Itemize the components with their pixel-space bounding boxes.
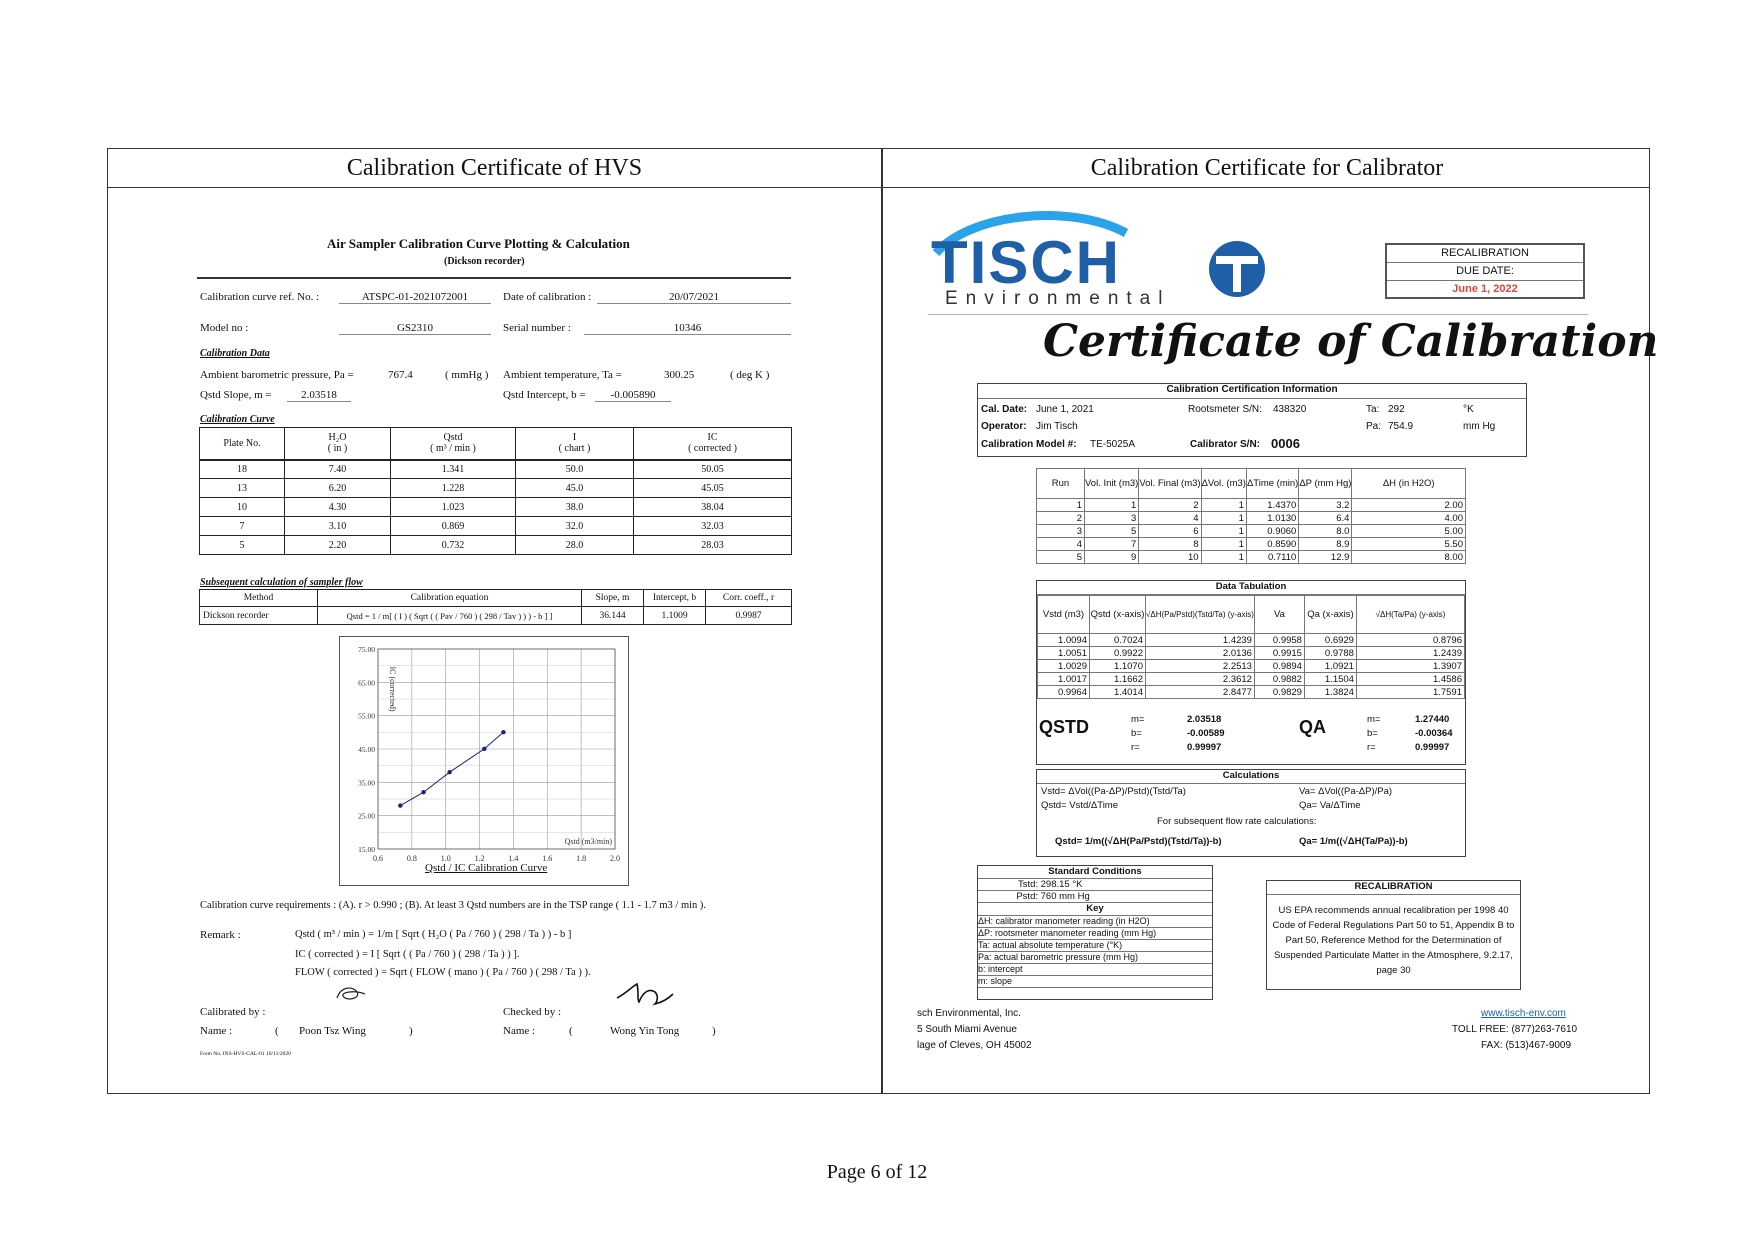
sth-equation: Calibration equation (318, 590, 582, 607)
chart-title: Qstd / IC Calibration Curve (425, 862, 548, 874)
curve-row (200, 498, 792, 517)
name-paren-close-1: ) (409, 1025, 413, 1037)
run-row-cell: 1 (1037, 499, 1085, 512)
run-row-cell: 1 (1201, 499, 1246, 512)
key-item: Ta: actual absolute temperature (°K) (978, 940, 1212, 952)
pstd-row (978, 891, 1212, 903)
operator-value: Jim Tisch (1036, 421, 1078, 432)
qa-label: QA (1299, 717, 1326, 737)
data-row-cell: 1.0051 (1038, 647, 1090, 660)
x-tick-label: 0.8 (406, 854, 417, 863)
run-row-cell: 7 (1085, 538, 1139, 551)
qa-m: 1.27440 (1415, 714, 1450, 725)
run-row-cell: 1 (1201, 512, 1246, 525)
qstd-flow-eq: Qstd= 1/m((√ΔH(Pa/Pstd)(Tstd/Ta))-b) (1055, 836, 1222, 847)
address-1: sch Environmental, Inc. (917, 1008, 1021, 1019)
run-row-cell: 10 (1139, 551, 1201, 564)
run-row-cell: 0.8590 (1246, 538, 1298, 551)
y-tick-label: 75.00 (358, 645, 375, 654)
remark-1: Qstd ( m³ / min ) = 1/m [ Sqrt ( H₂O ( Pa / 760 ) ( 298 / Ta ) ) - b ] (295, 929, 572, 940)
toll-free: TOLL FREE: (877)263-7610 (1452, 1024, 1578, 1035)
data-row-cell: 1.7591 (1356, 686, 1464, 699)
dth-y2: √ΔH(Ta/Pa) (y-axis) (1356, 596, 1464, 634)
subsequent-table (199, 589, 792, 625)
checker-signature (615, 980, 677, 1008)
recal-due-box (1385, 243, 1585, 299)
hvs-panel (107, 188, 880, 1094)
x-tick-label: 2.0 (610, 854, 620, 863)
series-line (400, 732, 503, 805)
ta-value-t: 292 (1388, 404, 1405, 415)
ta-label: Ambient temperature, Ta = (503, 369, 622, 381)
tisch-panel (881, 188, 1659, 1094)
cal-curve-heading: Calibration Curve (200, 414, 275, 425)
rootsmeter-value: 438320 (1273, 404, 1307, 415)
chart-svg (340, 637, 630, 887)
data-point (398, 803, 402, 807)
qstd-label: QSTD (1039, 717, 1090, 737)
dth-va: Va (1254, 596, 1304, 634)
qstd-b-label: b= (1131, 728, 1142, 739)
qstd-m-label: m= (1131, 714, 1145, 725)
th-ic: IC ( corrected ) (634, 428, 792, 460)
run-row-cell: 5.50 (1352, 538, 1466, 551)
data-row-cell: 1.0094 (1038, 634, 1090, 647)
key-heading: Key (978, 903, 1212, 916)
data-row (1038, 634, 1465, 647)
data-point (482, 747, 486, 751)
data-row-cell: 0.9915 (1254, 647, 1304, 660)
vstd-eq: Vstd= ΔVol((Pa-ΔP)/Pstd)(Tstd/Ta) (1041, 786, 1186, 797)
run-row-cell: 8.0 (1299, 525, 1352, 538)
data-row (1038, 647, 1465, 660)
curve-row-cell: 5 (200, 536, 285, 555)
data-row-cell: 0.9964 (1038, 686, 1090, 699)
recal-line1: RECALIBRATION (1387, 245, 1583, 263)
qstd-eq: Qstd= Vstd/ΔTime (1041, 800, 1119, 811)
recal-date: June 1, 2022 (1452, 283, 1518, 295)
tisch-logo: TISCH (931, 229, 1121, 296)
page-number: Page 6 of 12 (826, 1161, 928, 1183)
qa-b-label: b= (1367, 728, 1378, 739)
curve-row-cell: 6.20 (285, 479, 391, 498)
curve-row-cell: 1.341 (391, 460, 516, 479)
runs-table (1036, 468, 1466, 564)
slope-label: Qstd Slope, m = (200, 389, 272, 401)
fax: FAX: (513)467-9009 (1481, 1040, 1572, 1051)
run-row-cell: 6 (1139, 525, 1201, 538)
tstd-row (978, 879, 1212, 891)
run-row-cell: 2 (1139, 499, 1201, 512)
tstd-label: Tstd: (1017, 879, 1038, 890)
pa-value-t: 754.9 (1388, 421, 1414, 432)
cal-info-box (977, 383, 1527, 457)
sth-method: Method (200, 590, 318, 607)
data-row-cell: 2.0136 (1146, 647, 1255, 660)
data-tab-heading: Data Tabulation (1037, 581, 1465, 595)
data-row-cell: 0.9882 (1254, 673, 1304, 686)
sth-slope: Slope, m (582, 590, 644, 607)
x-tick-label: 1.0 (440, 854, 451, 863)
curve-row-cell: 38.04 (634, 498, 792, 517)
curve-row-cell: 28.03 (634, 536, 792, 555)
data-row (1038, 686, 1465, 699)
x-tick-label: 1.4 (508, 854, 519, 863)
qstd-m: 2.03518 (1187, 714, 1222, 725)
cal-date-label: Cal. Date: (981, 404, 1028, 415)
y-tick-label: 55.00 (358, 711, 375, 721)
calculations-box (1036, 769, 1466, 857)
subseq-method: Dickson recorder (200, 607, 318, 625)
dth-qstd: Qstd (x-axis) (1090, 596, 1146, 634)
recal-heading: RECALIBRATION (1267, 881, 1520, 895)
data-row-cell: 0.9829 (1254, 686, 1304, 699)
subseq-corr: 0.9987 (706, 607, 792, 625)
x-tick-label: 0.6 (373, 854, 383, 863)
dth-qa: Qa (x-axis) (1304, 596, 1356, 634)
subseq-intercept: 1.1009 (644, 607, 706, 625)
ta-value: 300.25 (664, 369, 695, 381)
data-point (421, 790, 425, 794)
run-row (1037, 551, 1466, 564)
date-label: Date of calibration : (503, 291, 592, 303)
data-row-cell: 0.9922 (1090, 647, 1146, 660)
curve-row-cell: 2.20 (285, 536, 391, 555)
curve-row-cell: 50.0 (516, 460, 634, 479)
data-row-cell: 0.9958 (1254, 634, 1304, 647)
data-row-cell: 1.0017 (1038, 673, 1090, 686)
key-item: m: slope (978, 976, 1212, 988)
curve-row-cell: 50.05 (634, 460, 792, 479)
curve-row (200, 517, 792, 536)
curve-row-cell: 13 (200, 479, 285, 498)
run-row-cell: 12.9 (1299, 551, 1352, 564)
data-row-cell: 1.1070 (1090, 660, 1146, 673)
run-row-cell: 8 (1139, 538, 1201, 551)
y-tick-label: 15.00 (358, 845, 375, 854)
run-row-cell: 8.00 (1352, 551, 1466, 564)
rth-vol-init: Vol. Init (m3) (1085, 469, 1139, 499)
name-label-1: Name : (200, 1025, 233, 1037)
ta-label-t: Ta: (1366, 404, 1380, 415)
key-item: ΔH: calibrator manometer reading (in H2O) (978, 916, 1212, 928)
run-row-cell: 5 (1085, 525, 1139, 538)
th-plate: Plate No. (200, 428, 285, 460)
name-label-2: Name : (503, 1025, 536, 1037)
model-label: Model no : (200, 322, 249, 334)
curve-row-cell: 7 (200, 517, 285, 536)
curve-row-cell: 3.10 (285, 517, 391, 536)
rth-run: Run (1037, 469, 1085, 499)
curve-row-cell: 45.0 (516, 479, 634, 498)
address-2: 5 South Miami Avenue (917, 1024, 1017, 1035)
ref-label: Calibration curve ref. No. : (200, 291, 320, 303)
recalibration-box (1266, 880, 1521, 990)
curve-row-cell: 7.40 (285, 460, 391, 479)
qa-b: -0.00364 (1415, 728, 1453, 739)
website-link[interactable]: www.tisch-env.com (1481, 1008, 1566, 1019)
name-paren-open-2: ( (569, 1025, 573, 1037)
qstd-b: -0.00589 (1187, 728, 1225, 739)
run-row-cell: 4 (1139, 512, 1201, 525)
data-point (447, 770, 451, 774)
std-conditions-box (977, 865, 1213, 1000)
data-row-cell: 1.4014 (1090, 686, 1146, 699)
name-value-1: Poon Tsz Wing (299, 1025, 366, 1037)
data-row-cell: 1.0921 (1304, 660, 1356, 673)
run-row-cell: 1.4370 (1246, 499, 1298, 512)
y-axis-label: IC (corrected) (388, 666, 397, 712)
std-cond-heading: Standard Conditions (978, 866, 1212, 879)
y-tick-label: 65.00 (358, 678, 375, 688)
th-h2o: H₂O ( in ) (285, 428, 391, 460)
rth-dp: ΔP (mm Hg) (1299, 469, 1352, 499)
calibration-chart (339, 636, 629, 886)
slope-value: 2.03518 (287, 389, 351, 402)
curve-row-cell: 32.0 (516, 517, 634, 536)
logo-rule (928, 314, 1588, 315)
curve-row-cell: 1.228 (391, 479, 516, 498)
date-value: 20/07/2021 (597, 291, 791, 304)
operator-label: Operator: (981, 421, 1027, 432)
run-row-cell: 5 (1037, 551, 1085, 564)
run-row (1037, 538, 1466, 551)
rth-dh: ΔH (in H2O) (1352, 469, 1466, 499)
data-row-cell: 1.1662 (1090, 673, 1146, 686)
subseq-equation: Qstd = 1 / m[ ( I ) ( Sqrt ( ( Pav / 760 ) ( 298 / Tav ) ) ) - b ] ] (318, 607, 582, 625)
key-list (978, 916, 1212, 988)
qa-r: 0.99997 (1415, 742, 1450, 753)
hvs-title: Air Sampler Calibration Curve Plotting & Calculation (327, 236, 630, 251)
data-row-cell: 2.8477 (1146, 686, 1255, 699)
subseq-flow-heading: For subsequent flow rate calculations: (1157, 816, 1317, 827)
address-3: lage of Cleves, OH 45002 (917, 1040, 1032, 1051)
pa-value: 767.4 (388, 369, 413, 381)
pa-unit-t: mm Hg (1463, 421, 1496, 432)
sth-corr: Corr. coeff., r (706, 590, 792, 607)
data-tab-box (1036, 580, 1466, 765)
intercept-label: Qstd Intercept, b = (503, 389, 586, 401)
run-row-cell: 1 (1085, 499, 1139, 512)
name-value-2: Wong Yin Tong (610, 1025, 680, 1037)
curve-row-cell: 38.0 (516, 498, 634, 517)
model-label-t: Calibration Model #: (981, 439, 1077, 450)
serial-label: Serial number : (503, 322, 571, 334)
name-paren-close-2: ) (712, 1025, 716, 1037)
run-row-cell: 0.7110 (1246, 551, 1298, 564)
run-row-cell: 0.9060 (1246, 525, 1298, 538)
calibrator-signature (333, 984, 369, 1006)
data-row-cell: 1.1504 (1304, 673, 1356, 686)
run-row-cell: 1 (1201, 525, 1246, 538)
run-row-cell: 2.00 (1352, 499, 1466, 512)
key-item: b: intercept (978, 964, 1212, 976)
hvs-subtitle: (Dickson recorder) (444, 256, 525, 267)
qstd-r: 0.99997 (1187, 742, 1222, 753)
run-row (1037, 525, 1466, 538)
data-row-cell: 0.8796 (1356, 634, 1464, 647)
x-tick-label: 1.6 (542, 854, 553, 863)
pa-label: Ambient barometric pressure, Pa = (200, 369, 354, 381)
model-value: GS2310 (339, 322, 491, 335)
name-paren-open-1: ( (275, 1025, 279, 1037)
run-row-cell: 1.0130 (1246, 512, 1298, 525)
tstd-value: 298.15 °K (1040, 879, 1083, 890)
calibrated-by-label: Calibrated by : (200, 1006, 266, 1018)
y-tick-label: 45.00 (358, 745, 375, 754)
pa-unit: ( mmHg ) (445, 369, 489, 381)
data-row-cell: 0.7024 (1090, 634, 1146, 647)
curve-row (200, 460, 792, 479)
rootsmeter-label: Rootsmeter S/N: (1188, 404, 1262, 415)
right-title: Calibration Certificate for Calibrator (1090, 155, 1444, 181)
y-tick-label: 35.00 (358, 778, 375, 788)
requirements-text: Calibration curve requirements : (A). r > 0.990 ; (B). At least 3 Qstd numbers are in the TSP range ( 1.1 - 1.7 m3 / min ). (200, 900, 707, 911)
data-row-cell: 0.6929 (1304, 634, 1356, 647)
th-qstd: Qstd ( m³ / min ) (391, 428, 516, 460)
run-row-cell: 6.4 (1299, 512, 1352, 525)
checked-by-label: Checked by : (503, 1006, 562, 1018)
x-tick-label: 1.2 (474, 854, 485, 863)
qa-eq: Qa= Va/ΔTime (1299, 800, 1361, 811)
cal-sn-label: Calibrator S/N: (1190, 439, 1261, 450)
rth-dtime: ΔTime (min) (1246, 469, 1298, 499)
cal-date-value: June 1, 2021 (1036, 404, 1094, 415)
data-row-cell: 1.3824 (1304, 686, 1356, 699)
data-row-cell: 0.9788 (1304, 647, 1356, 660)
x-axis-label: Qstd (m3/min) (564, 837, 612, 846)
run-row-cell: 3 (1037, 525, 1085, 538)
curve-row-cell: 18 (200, 460, 285, 479)
recal-text: US EPA recommends annual recalibration per 1998 40 Code of Federal Regulations Part 50 to 51, Appendix B to Part 50, Reference Method for the Determination of Suspended Particulate Matter in the Atmosphere, 9.2.17, page 30 (1272, 905, 1515, 976)
remark-2: IC ( corrected ) = I [ Sqrt ( ( Pa / 760 ) ( 298 / Ta ) ) ]. (295, 949, 520, 960)
curve-row (200, 479, 792, 498)
data-row-cell: 1.3907 (1356, 660, 1464, 673)
pa-label-t: Pa: (1366, 421, 1382, 432)
curve-row-cell: 45.05 (634, 479, 792, 498)
curve-row-cell: 1.023 (391, 498, 516, 517)
run-row-cell: 8.9 (1299, 538, 1352, 551)
recal-line2: DUE DATE: (1387, 263, 1583, 281)
run-row-cell: 4.00 (1352, 512, 1466, 525)
qstd-r-label: r= (1131, 742, 1140, 753)
title-rule (197, 277, 791, 279)
calc-heading: Calculations (1037, 770, 1465, 784)
subseq-heading: Subsequent calculation of sampler flow (200, 577, 363, 588)
curve-row-cell: 28.0 (516, 536, 634, 555)
cert-title: Certificate of Calibration (1043, 316, 1659, 367)
data-row-cell: 1.4586 (1356, 673, 1464, 686)
data-row-cell: 0.9894 (1254, 660, 1304, 673)
dth-y1: √ΔH(Pa/Pstd)(Tstd/Ta) (y-axis) (1146, 596, 1255, 634)
th-i: I ( chart ) (516, 428, 634, 460)
serial-value: 10346 (584, 322, 791, 335)
data-row (1038, 673, 1465, 686)
remark-3: FLOW ( corrected ) = Sqrt ( FLOW ( mano ) ( Pa / 760 ) ( 298 / Ta ) ). (295, 967, 591, 978)
pstd-value: 760 mm Hg (1040, 891, 1090, 902)
ta-unit: ( deg K ) (730, 369, 770, 381)
left-title: Calibration Certificate of HVS (346, 155, 643, 181)
data-row-cell: 1.0029 (1038, 660, 1090, 673)
dth-vstd: Vstd (m3) (1038, 596, 1090, 634)
data-row-cell: 1.4239 (1146, 634, 1255, 647)
key-item: Pa: actual barometric pressure (mm Hg) (978, 952, 1212, 964)
qa-flow-eq: Qa= 1/m((√ΔH(Ta/Pa))-b) (1299, 836, 1408, 847)
run-row-cell: 2 (1037, 512, 1085, 525)
env-text: Environmental (945, 288, 1171, 309)
subseq-slope: 36.144 (582, 607, 644, 625)
cal-data-heading: Calibration Data (200, 348, 270, 359)
x-tick-label: 1.8 (576, 854, 587, 863)
data-row-cell: 1.2439 (1356, 647, 1464, 660)
key-item: ΔP: rootsmeter manometer reading (mm Hg) (978, 928, 1212, 940)
pstd-label: Pstd: (1016, 891, 1038, 902)
form-no: Form No. INS-HVS-CAL-01 16/11/2020 (200, 1051, 291, 1057)
cal-sn-value: 0006 (1271, 436, 1300, 451)
data-point (501, 730, 505, 734)
run-row-cell: 5.00 (1352, 525, 1466, 538)
rth-dvol: ΔVol. (m3) (1201, 469, 1246, 499)
run-row-cell: 9 (1085, 551, 1139, 564)
qa-m-label: m= (1367, 714, 1381, 725)
calibration-curve-table (199, 427, 792, 555)
run-row-cell: 1 (1201, 551, 1246, 564)
run-row-cell: 3 (1085, 512, 1139, 525)
run-row-cell: 1 (1201, 538, 1246, 551)
data-tab-table (1037, 595, 1465, 699)
run-row (1037, 512, 1466, 525)
data-row-cell: 2.3612 (1146, 673, 1255, 686)
sth-intercept: Intercept, b (644, 590, 706, 607)
curve-row-cell: 10 (200, 498, 285, 517)
run-row-cell: 3.2 (1299, 499, 1352, 512)
va-eq: Va= ΔVol((Pa-ΔP)/Pa) (1299, 786, 1393, 797)
curve-row (200, 536, 792, 555)
y-tick-label: 25.00 (358, 811, 375, 821)
remark-label: Remark : (200, 929, 241, 941)
rth-vol-final: Vol. Final (m3) (1139, 469, 1201, 499)
curve-row-cell: 0.869 (391, 517, 516, 536)
ta-unit-t: °K (1463, 404, 1474, 415)
data-row-cell: 2.2513 (1146, 660, 1255, 673)
intercept-value: -0.005890 (595, 389, 671, 402)
tisch-t-logo (1206, 238, 1268, 300)
curve-row-cell: 4.30 (285, 498, 391, 517)
data-row (1038, 660, 1465, 673)
run-row-cell: 4 (1037, 538, 1085, 551)
curve-row-cell: 32.03 (634, 517, 792, 536)
curve-row-cell: 0.732 (391, 536, 516, 555)
model-value-t: TE-5025A (1090, 439, 1136, 450)
ref-value: ATSPC-01-2021072001 (339, 291, 491, 304)
info-heading: Calibration Certification Information (978, 384, 1526, 399)
qa-r-label: r= (1367, 742, 1376, 753)
run-row (1037, 499, 1466, 512)
